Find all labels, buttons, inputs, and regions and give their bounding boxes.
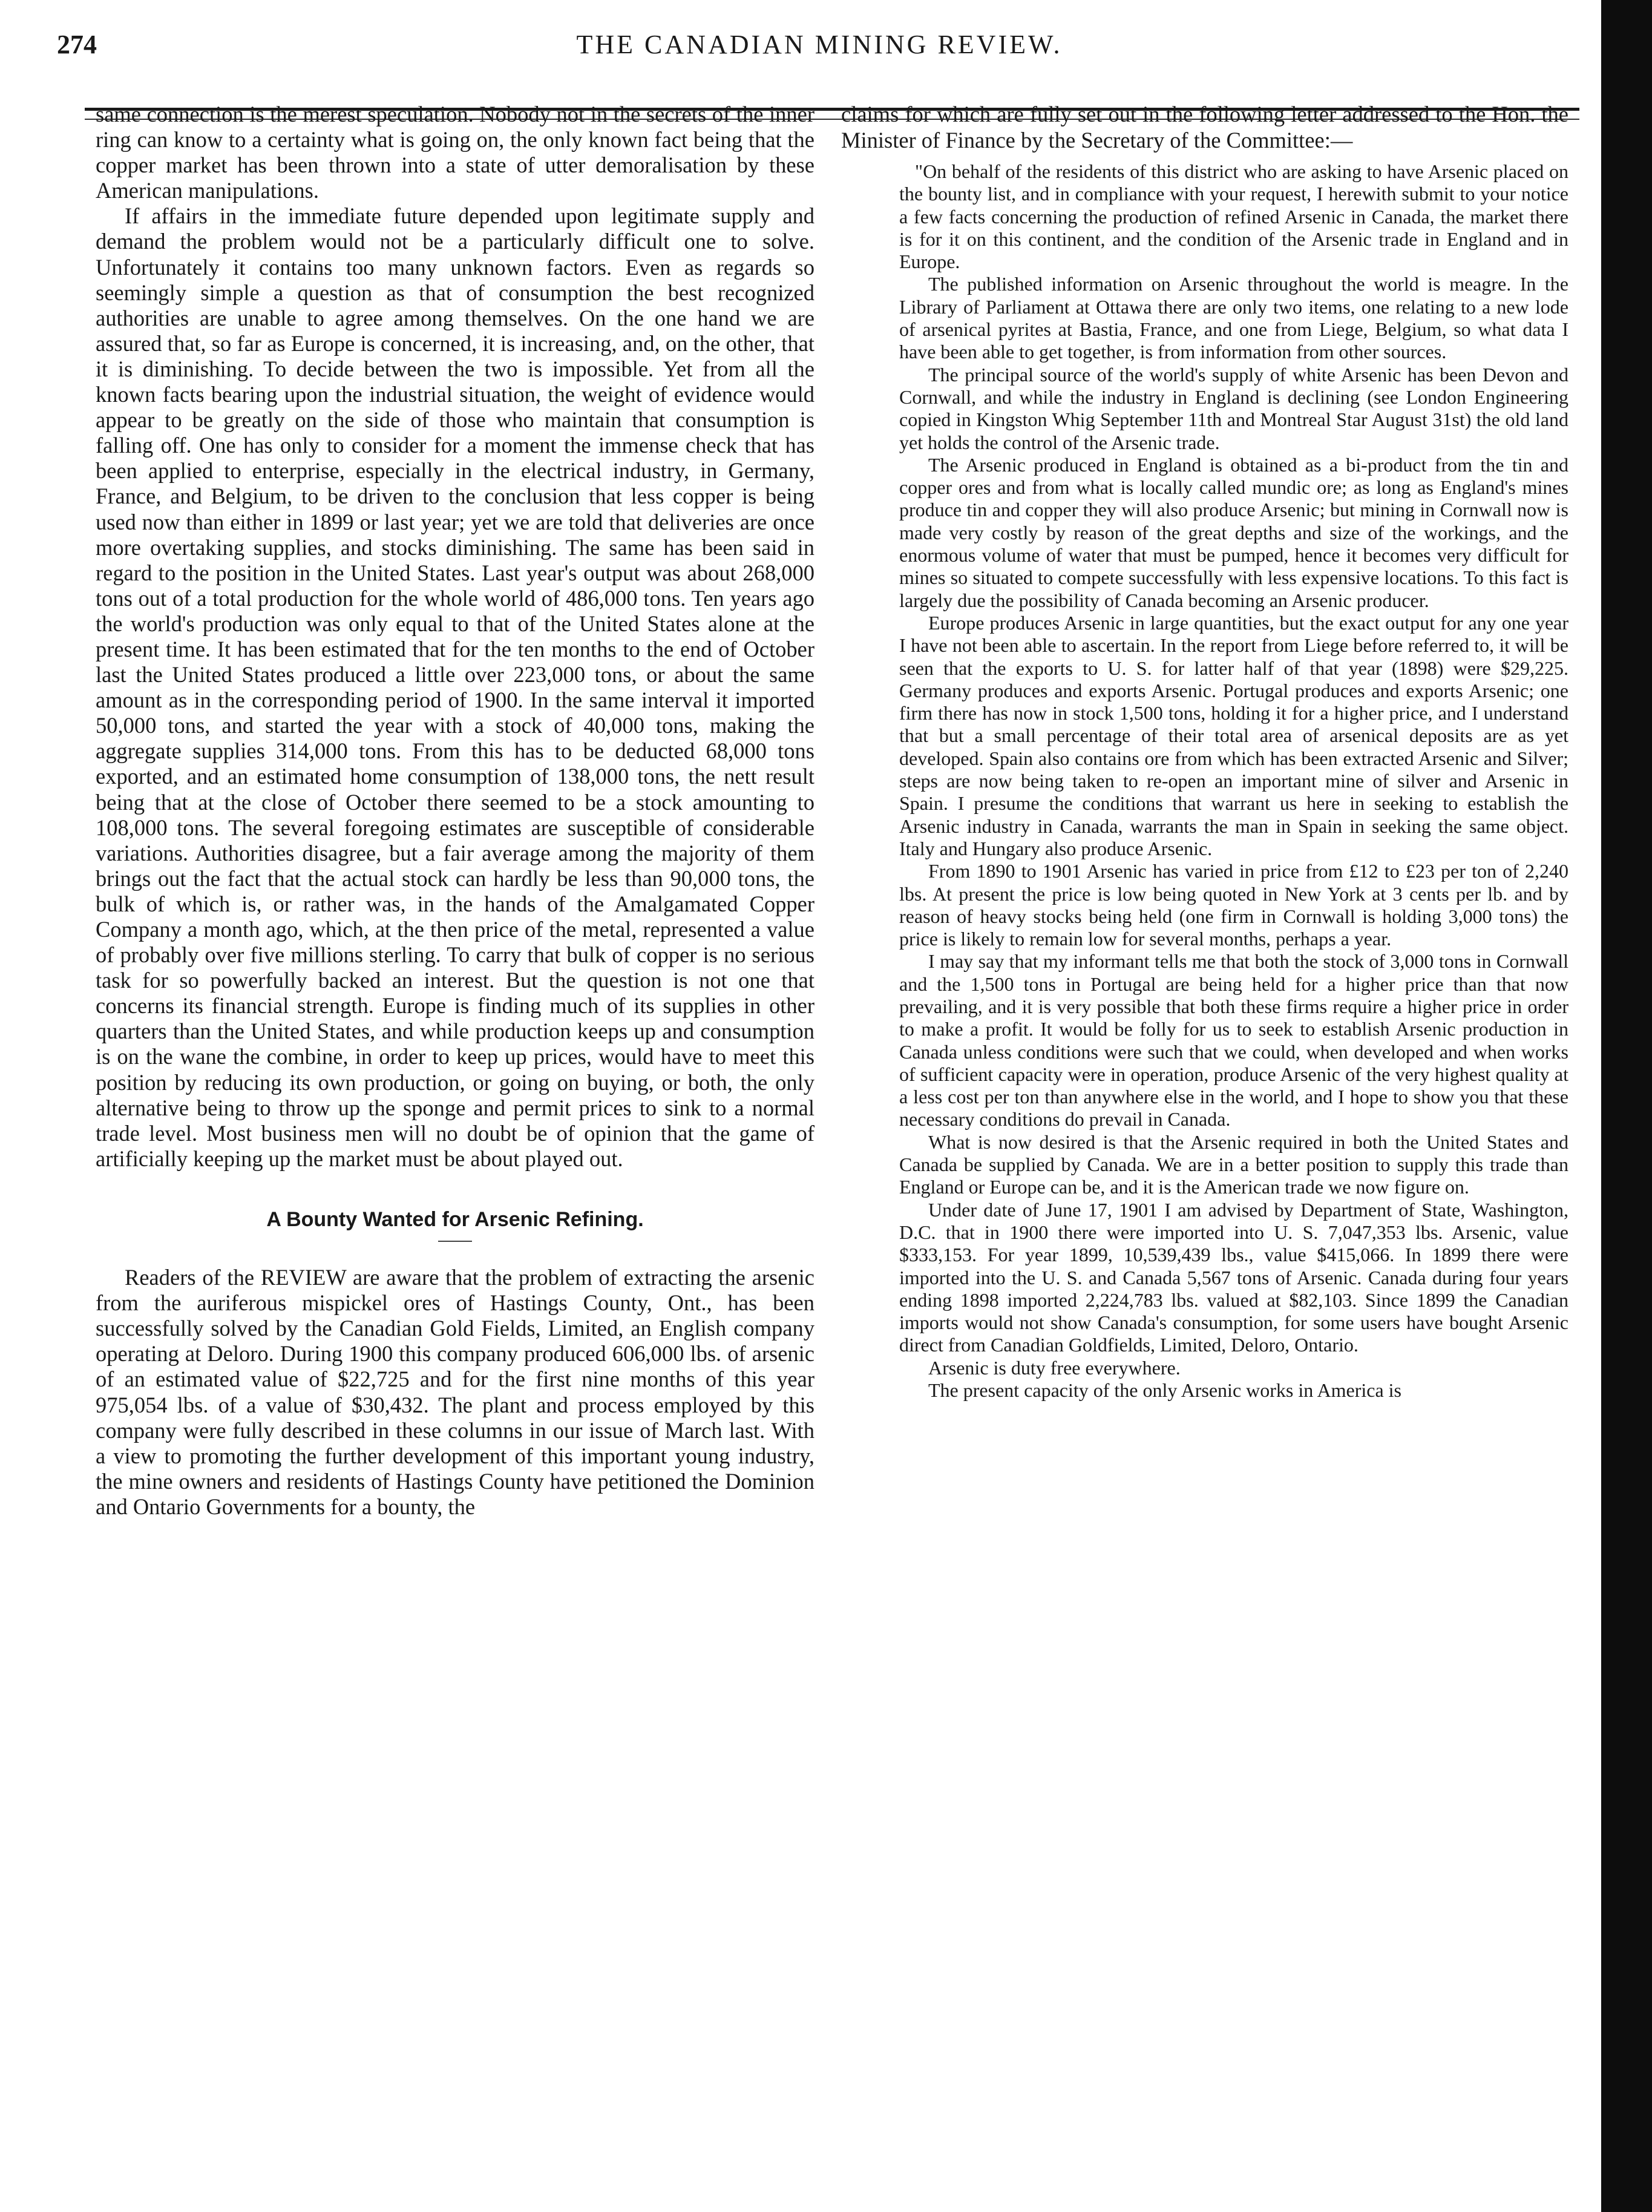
letter-paragraph: Europe produces Arsenic in large quantities, but the exact output for any one year I have not been able to ascertain. In the report from Liege before referred to, it will be seen that the exports to U. S. for latter half of that year (1898) were $29,225. Germany produces and exports Arsenic. Portugal produces and exports Arsenic; one firm there has now in stock 1,500 tons, holding it for a higher price, and I understand that but a small percentage of their total area of arsenical deposits are as yet developed. Spain also contains ore from which has been extracted Arsenic and Silver; steps are now being taken to re-open an important mine of silver and Arsenic in Spain. I presume the conditions that warrant us here in seeking to establish the Arsenic industry in Canada, warrants the man in Spain in seeking the same object. Italy and Hungary also produce Arsenic. <box>899 611 1568 859</box>
letter-paragraph: I may say that my informant tells me that both the stock of 3,000 tons in Cornwall and the 1,500 tons in Portugal are being held for a higher price than that now prevailing, and it is very possible that both these firms require a higher price in order to make a profit. It would be folly for us to seek to establish Arsenic production in Canada unless conditions were such that we could, when developed and when works of sufficient capacity were in operation, produce Arsenic of the very highest quality at a less cost per ton than anywhere else in the world, and I hope to show you that these necessary conditions do prevail in Canada. <box>899 950 1568 1131</box>
letter-paragraph: The published information on Arsenic throughout the world is meagre. In the Library of Parliament at Ottawa there are only two items, one relating to a new lode of arsenical pyrites at Bastia, France, and one from Liege, Belgium, so what data I have been able to get together, is from information from other sources. <box>899 273 1568 363</box>
page-number: 274 <box>57 30 97 59</box>
letter-intro: claims for which are fully set out in the following letter addressed to the Hon. the Minister of Finance by the Secretary of the Committee:— <box>841 102 1568 153</box>
body-paragraph: Readers of the REVIEW are aware that the problem of extracting the arsenic from the auriferous mispickel ores of Hastings County, Ont., has been successfully solved by the Canadian Gold Fields, Limited, an English company operating at Deloro. During 1900 this company produced 606,000 lbs. of arsenic of an estimated value of $22,725 and for the first nine months of this year 975,054 lbs. of a value of $30,432. The plant and process employed by this company were fully described in these columns in our issue of March last. With a view to promoting the further development of this important young industry, the mine owners and residents of Hastings County have petitioned the Dominion and Ontario Governments for a bounty, the <box>96 1265 815 1519</box>
section-heading: A Bounty Wanted for Arsenic Refining. <box>266 1207 644 1231</box>
scan-edge-bar <box>1601 0 1652 2212</box>
page-header <box>57 25 1582 74</box>
body-paragraph: same connection is the merest speculation. Nobody not in the secrets of the inner ring can know to a certainty what is going on, the only known fact being that the copper market has been thrown into a state of utter demoralisation by these American manipulations. <box>96 102 815 203</box>
right-column <box>841 102 1568 1402</box>
left-column <box>96 102 815 1520</box>
body-paragraph: If affairs in the immediate future depended upon legitimate supply and demand the problem would not be a particularly difficult one to solve. Unfortunately it contains too many unknown factors. Even as regards so seemingly simple a question as that of consumption the best recognized authorities are unable to agree among themselves. On the one hand we are assured that, so far as Europe is concerned, it is increasing, and, on the other, that it is diminishing. To decide between the two is impossible. Yet from all the known facts bearing upon the industrial situation, the weight of evidence would appear to be greatly on the side of those who maintain that consumption is falling off. One has only to consider for a moment the immense check that has been applied to enterprise, especially in the electrical industry, in Germany, France, and Belgium, to be driven to the conclusion that less copper is being used now than either in 1899 or last year; yet we are told that deliveries are once more overtaking supplies, and stocks diminishing. The same has been said in regard to the position in the United States. Last year's output was about 268,000 tons out of a total production for the whole world of 486,000 tons. Ten years ago the world's production was only equal to that of the United States alone at the present time. It has been estimated that for the ten months to the end of October last the United States produced a little over 223,000 tons, or about the same amount as in the corresponding period of 1900. In the same interval it imported 50,000 tons, and started the year with a stock of 40,000 tons, making the aggregate supplies 314,000 tons. From this has to be deducted 68,000 tons exported, and an estimated home consumption of 138,000 tons, the nett result being that at the close of October there seemed to be a stock amounting to 108,000 tons. The several foregoing estimates are susceptible of considerable variations. Authorities disagree, but a fair average among the majority of them brings out the fact that the actual stock can hardly be less than 90,000 tons, the bulk of which is, or rather was, in the hands of the Amalgamated Copper Company a month ago, which, at the then price of the metal, represented a value of probably over five millions sterling. To carry that bulk of copper is no serious task for so powerfully backed an interest. But the question is not one that concerns its financial strength. Europe is finding much of its supplies in other quarters than the United States, and while production keeps up and consumption is on the wane the combine, in order to keep up prices, would have to meet this position by reducing its own production, or going on buying, or both, the only alternative being to throw up the sponge and permit prices to sink to a normal trade level. Most business men will no doubt be of opinion that the game of artificially keeping up the market must be about played out. <box>96 203 815 1171</box>
letter-paragraph: "On behalf of the residents of this district who are asking to have Arsenic placed on the bounty list, and in compliance with your request, I herewith submit to your notice a few facts concerning the production of refined Arsenic in Canada, the market there is for it on this continent, and the condition of the Arsenic trade in England and in Europe. <box>899 160 1568 273</box>
running-title: THE CANADIAN MINING REVIEW. <box>576 30 1063 59</box>
letter-paragraph: The principal source of the world's supply of white Arsenic has been Devon and Cornwall, and while the industry in England is declining (see London Engineering copied in Kingston Whig September 11th and Montreal Star August 31st) the old land yet holds the control of the Arsenic trade. <box>899 363 1568 453</box>
letter-paragraph: Arsenic is duty free everywhere. <box>928 1356 1181 1379</box>
letter-paragraph: The present capacity of the only Arsenic works in America is <box>928 1379 1401 1402</box>
letter-paragraph: Under date of June 17, 1901 I am advised by Department of State, Washington, D.C. that in 1900 there were imported into U. S. 7,047,353 lbs. Arsenic, value $333,153. For year 1899, 10,539,439 lbs., value $415,066. In 1899 there were imported into the U. S. and Canada 5,567 tons of Arsenic. Canada during four years ending 1898 imported 2,224,783 lbs. valued at $82,103. Since 1899 the Canadian imports would not show Canada's consumption, for some users have bought Arsenic direct from Canadian Goldfields, Limited, Deloro, Ontario. <box>899 1198 1568 1356</box>
heading-rule <box>438 1241 472 1242</box>
letter-paragraph: The Arsenic produced in England is obtained as a bi-product from the tin and copper ores and from what is locally called mundic ore; as long as England's mines produce tin and copper they will also produce Arsenic; but mining in Cornwall now is made very costly by reason of the great depths and size of the workings, and the enormous volume of water that must be pumped, hence it becomes very difficult for mines so situated to compete successfully with less expensive locations. To this fact is largely due the possibility of Canada becoming an Arsenic producer. <box>899 453 1568 611</box>
letter-paragraph: What is now desired is that the Arsenic required in both the United States and Canada be supplied by Canada. We are in a better position to supply this trade than England or Europe can be, and it is the American trade we now figure on. <box>899 1131 1568 1198</box>
letter-paragraph: From 1890 to 1901 Arsenic has varied in price from £12 to £23 per ton of 2,240 lbs. At present the price is low being quoted in New York at 3 cents per lb. and by reason of heavy stocks being held (one firm in Cornwall is holding 3,000 tons) the price is likely to remain low for several months, perhaps a year. <box>899 860 1568 950</box>
letter-body <box>899 160 1568 1402</box>
